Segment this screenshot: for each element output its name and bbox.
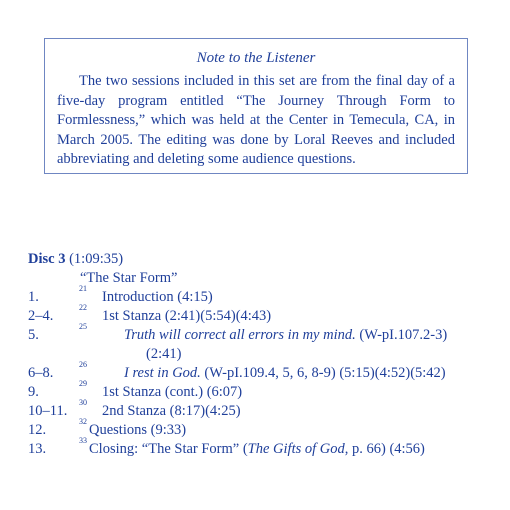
track-row: [28, 284, 498, 307]
disc-heading: [28, 250, 498, 269]
note-title: Note to the Listener: [196, 50, 316, 66]
track-row: [28, 398, 498, 421]
track-row: [28, 436, 498, 459]
track-description: 1st Stanza (cont.) (6:07): [102, 384, 243, 400]
track-number: 6–8.: [28, 365, 54, 381]
track-number: 13.: [28, 441, 47, 457]
disc-duration: (1:09:35): [65, 251, 124, 267]
track-description: I rest in God. (W-pI.109.4, 5, 6, 8-9) (5:15)(4:52)(5:42): [124, 365, 446, 381]
page-reference: 29: [79, 379, 87, 388]
track-description: 2nd Stanza (8:17)(4:25): [102, 403, 241, 419]
page-reference: 26: [79, 360, 87, 369]
disc-label: Disc 3: [28, 251, 66, 267]
track-number: 2–4.: [28, 308, 54, 324]
track-number: 12.: [28, 422, 47, 438]
track-description: Truth will correct all errors in my mind. (W-pI.107.2-3): [124, 327, 448, 343]
track-row: [28, 322, 498, 364]
track-row: [28, 379, 498, 402]
track-description: Introduction (4:15): [102, 289, 213, 305]
page-reference: 25: [79, 322, 87, 331]
page-reference: 21: [79, 284, 87, 293]
track-row: [28, 360, 498, 383]
note-box: [44, 38, 468, 174]
track-description: Closing: “The Star Form” (The Gifts of God, p. 66) (4:56): [89, 441, 425, 457]
track-number: 5.: [28, 327, 39, 343]
disc-title: “The Star Form”: [80, 270, 178, 286]
track-number: 10–11.: [28, 403, 68, 419]
page-reference: 22: [79, 303, 87, 312]
track-description: Questions (9:33): [89, 422, 187, 438]
track-listing: [28, 250, 498, 459]
track-description: 1st Stanza (2:41)(5:54)(4:43): [102, 308, 272, 324]
note-body: The two sessions included in this set are from the final day of a five-day program entitled “The Journey Through Form to Formlessness,” which was held at the Center in Temecula, CA, in March 2005. The editing was done by Loral Reeves and included abbreviating and deleting some audience questions.: [57, 73, 455, 167]
track-row: [28, 417, 498, 440]
track-row: [28, 303, 498, 326]
page-reference: 33: [79, 436, 87, 445]
track-description-continued: (2:41): [146, 346, 182, 362]
track-number: 1.: [28, 289, 39, 305]
page-reference: 32: [79, 417, 87, 426]
track-number: 9.: [28, 384, 39, 400]
page-reference: 30: [79, 398, 87, 407]
